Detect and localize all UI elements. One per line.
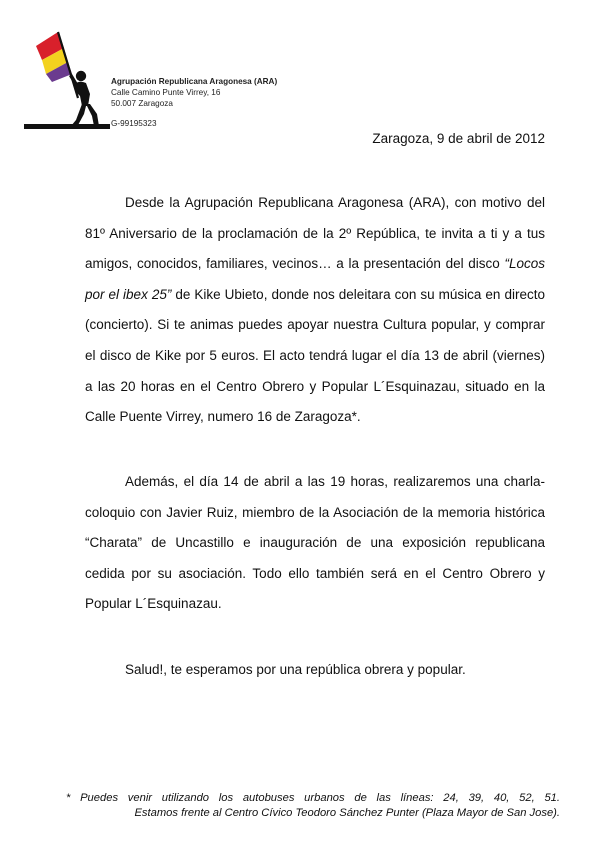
paragraph-invitation-part2: de Kike Ubieto, donde nos deleitara con su música en directo (concierto). Si te animas puedes apoyar nuestra Cultura popular, y comprar el disco de Kike por 5 euros. El acto tendrá lugar el día 13 de abril (viernes) a las 20 horas en el Centro Obrero y Popular L´Esquinazau, situado en la Calle Puente Virrey, numero 16 de Zaragoza*.: [85, 286, 545, 425]
footnote-line-1: * Puedes venir utilizando los autobuses urbanos de las líneas: 24, 39, 40, 52, 51.: [66, 792, 560, 804]
paragraph-invitation-part1: Desde la Agrupación Republicana Aragonesa (ARA), con motivo del 81º Aniversario de la proclamación de la 2º República, te invita a ti y a tus amigos, conocidos, familiares, vecinos… a la presentación del disco: [85, 195, 545, 272]
organization-name: Agrupación Republicana Aragonesa (ARA): [111, 77, 278, 86]
paragraph-talk: Además, el día 14 de abril a las 19 horas, realizaremos una charla-coloquio con Javier Ruiz, miembro de la Asociación de la memoria histórica “Charata” de Uncastillo e inauguración de una exposición republicana cedida por su asociación. Todo ello también será en el Centro Obrero y Popular L´Esquinazau.: [85, 474, 545, 612]
album-title: “Locos por el ibex 25”: [85, 256, 545, 302]
letter-date: Zaragoza, 9 de abril de 2012: [372, 131, 545, 146]
address-line-2: 50.007 Zaragoza: [111, 99, 173, 108]
footnote: [66, 791, 560, 821]
organization-block: [111, 76, 277, 129]
footnote-line-2: Estamos frente al Centro Cívico Teodoro Sánchez Punter (Plaza Mayor de San Jose).: [134, 807, 560, 819]
paragraph-invitation: [85, 188, 545, 433]
address-line-1: Calle Camino Punte Virrey, 16: [111, 88, 221, 97]
paragraph-closing: Salud!, te esperamos por una república obrera y popular.: [125, 662, 466, 677]
republican-flag-bearer-icon: [22, 28, 112, 132]
tax-id: G-99195323: [111, 119, 157, 128]
